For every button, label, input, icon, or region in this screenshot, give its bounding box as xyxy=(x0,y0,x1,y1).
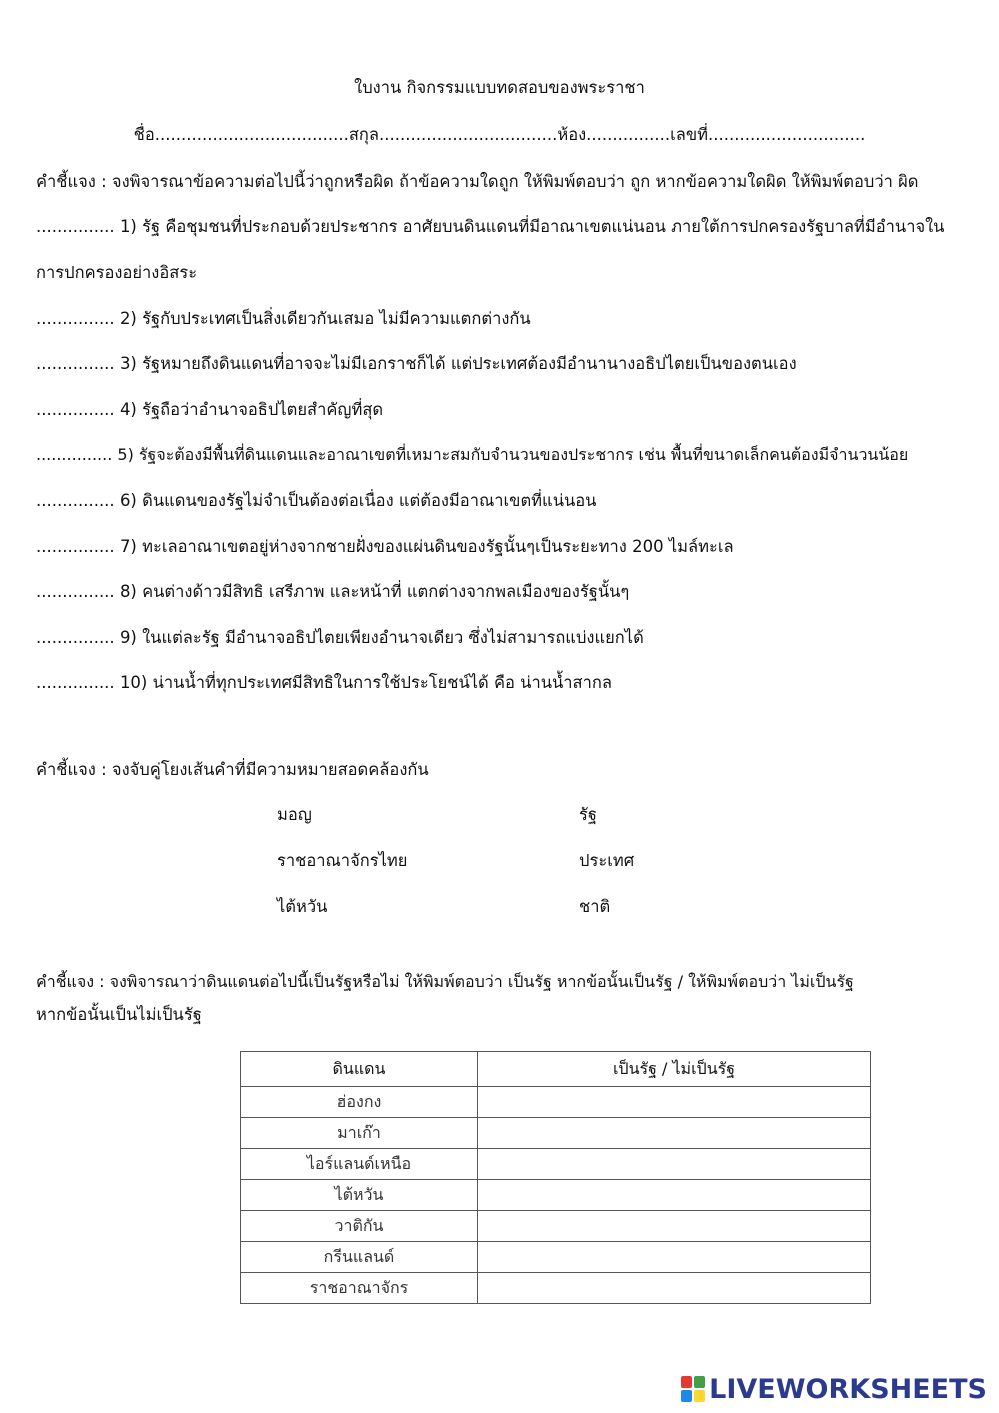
table-row xyxy=(241,1149,871,1180)
answer-cell[interactable] xyxy=(478,1087,871,1118)
answer-blank[interactable]: ............... xyxy=(36,217,115,236)
table-row xyxy=(241,1180,871,1211)
answer-cell[interactable] xyxy=(478,1180,871,1211)
part1-instruction: คำชี้แจง : จงพิจารณาข้อความต่อไปนี้ว่าถูกหรือผิด ถ้าข้อความใดถูก ให้พิมพ์ตอบว่า ถูก หากข้อความใดผิด ให้พิมพ์ตอบว่า ผิด xyxy=(36,172,919,191)
match-left-item[interactable]: ราชอาณาจักรไทย xyxy=(277,851,408,870)
question-9 xyxy=(36,627,644,649)
liveworksheets-logo-icon xyxy=(681,1376,705,1402)
answer-cell[interactable] xyxy=(478,1118,871,1149)
territory-name: ราชอาณาจักร xyxy=(241,1273,478,1304)
answer-cell[interactable] xyxy=(478,1149,871,1180)
question-8 xyxy=(36,581,629,603)
territory-name: ไต้หวัน xyxy=(241,1180,478,1211)
answer-cell[interactable] xyxy=(478,1211,871,1242)
column-header-territory: ดินแดน xyxy=(241,1052,478,1087)
question-4 xyxy=(36,399,383,421)
match-right-item[interactable]: ชาติ xyxy=(579,897,611,916)
territory-name: กรีนแลนด์ xyxy=(241,1242,478,1273)
territory-name: วาติกัน xyxy=(241,1211,478,1242)
logo-square xyxy=(681,1376,692,1388)
question-1-continuation: การปกครองอย่างอิสระ xyxy=(36,263,198,282)
match-left-item[interactable]: มอญ xyxy=(277,805,312,824)
answer-blank[interactable]: ............... xyxy=(36,628,115,647)
table-row xyxy=(241,1242,871,1273)
answer-blank[interactable]: ............... xyxy=(36,491,115,510)
table-header-row xyxy=(241,1052,871,1087)
question-text: 2) รัฐกับประเทศเป็นสิ่งเดียวกันเสมอ ไม่มีความแตกต่างกัน xyxy=(119,309,531,328)
part3-instruction-line2: หากข้อนั้นเป็นไม่เป็นรัฐ xyxy=(36,1005,202,1024)
logo-square xyxy=(694,1390,705,1402)
answer-blank[interactable]: ............... xyxy=(36,673,115,692)
table-row xyxy=(241,1087,871,1118)
question-7 xyxy=(36,536,734,558)
answer-cell[interactable] xyxy=(478,1242,871,1273)
territory-name: มาเก๊า xyxy=(241,1118,478,1149)
worksheet-title: ใบงาน กิจกรรมแบบทดสอบของพระราชา xyxy=(354,78,645,97)
logo-square xyxy=(694,1376,705,1388)
question-text: 10) น่านน้ำที่ทุกประเทศมีสิทธิในการใช้ประโยชน์ได้ คือ น่านน้ำสากล xyxy=(119,673,612,692)
brand-name: LIVEWORKSHEETS xyxy=(709,1373,987,1405)
question-2 xyxy=(36,308,531,330)
question-text: 3) รัฐหมายถึงดินแดนที่อาจจะไม่มีเอกราชก็ได้ แต่ประเทศต้องมีอำนานางอธิปไตยเป็นของตนเอง xyxy=(119,354,797,373)
table-row xyxy=(241,1211,871,1242)
question-text: 5) รัฐจะต้องมีพื้นที่ดินแดนและอาณาเขตที่เหมาะสมกับจำนวนของประชากร เช่น พื้นที่ขนาดเล็กคนต้องมีจำนวนน้อย xyxy=(117,445,909,464)
question-10 xyxy=(36,672,612,694)
answer-blank[interactable]: ............... xyxy=(36,354,115,373)
question-text: 1) รัฐ คือชุมชนที่ประกอบด้วยประชากร อาศัยบนดินแดนที่มีอาณาเขตแน่นอน ภายใต้การปกครองรัฐบาลที่มีอำนาจใน xyxy=(119,217,945,236)
column-header-state-status: เป็นรัฐ / ไม่เป็นรัฐ xyxy=(478,1052,871,1087)
match-left-item[interactable]: ไต้หวัน xyxy=(277,897,328,916)
answer-cell[interactable] xyxy=(478,1273,871,1304)
part2-instruction: คำชี้แจง : จงจับคู่โยงเส้นคำที่มีความหมายสอดคล้องกัน xyxy=(36,760,429,779)
question-5 xyxy=(36,444,908,466)
territory-name: ฮ่องกง xyxy=(241,1087,478,1118)
match-right-item[interactable]: ประเทศ xyxy=(579,851,635,870)
student-info-line: ชื่อ.....................................สกุล..................................ห้อง................เลขที่.............................. xyxy=(133,125,866,144)
territory-table xyxy=(240,1051,871,1304)
question-3 xyxy=(36,353,797,375)
answer-blank[interactable]: ............... xyxy=(36,400,115,419)
answer-blank[interactable]: ............... xyxy=(36,445,113,464)
question-text: 8) คนต่างด้าวมีสิทธิ เสรีภาพ และหน้าที่ แตกต่างจากพลเมืองของรัฐนั้นๆ xyxy=(119,582,630,601)
answer-blank[interactable]: ............... xyxy=(36,537,115,556)
question-1 xyxy=(36,216,944,238)
question-6 xyxy=(36,490,596,512)
question-text: 6) ดินแดนของรัฐไม่จำเป็นต้องต่อเนื่อง แต่ต้องมีอาณาเขตที่แน่นอน xyxy=(119,491,597,510)
question-text: 7) ทะเลอาณาเขตอยู่ห่างจากชายฝั่งของแผ่นดินของรัฐนั้นๆเป็นระยะทาง 200 ไมล์ทะเล xyxy=(119,537,734,556)
liveworksheets-logo xyxy=(681,1373,987,1405)
table-row xyxy=(241,1273,871,1304)
territory-name: ไอร์แลนด์เหนือ xyxy=(241,1149,478,1180)
question-text: 9) ในแต่ละรัฐ มีอำนาจอธิปไตยเพียงอำนาจเดียว ซึ่งไม่สามารถแบ่งแยกได้ xyxy=(119,628,644,647)
logo-square xyxy=(681,1390,692,1402)
match-right-item[interactable]: รัฐ xyxy=(579,805,597,824)
answer-blank[interactable]: ............... xyxy=(36,582,115,601)
table-row xyxy=(241,1118,871,1149)
answer-blank[interactable]: ............... xyxy=(36,309,115,328)
part3-instruction-line1: คำชี้แจง : จงพิจารณาว่าดินแดนต่อไปนี้เป็นรัฐหรือไม่ ให้พิมพ์ตอบว่า เป็นรัฐ หากข้อนั้นเป็นรัฐ / ให้พิมพ์ตอบว่า ไม่เป็นรัฐ xyxy=(36,972,854,991)
question-text: 4) รัฐถือว่าอำนาจอธิปไตยสำคัญที่สุด xyxy=(119,400,384,419)
